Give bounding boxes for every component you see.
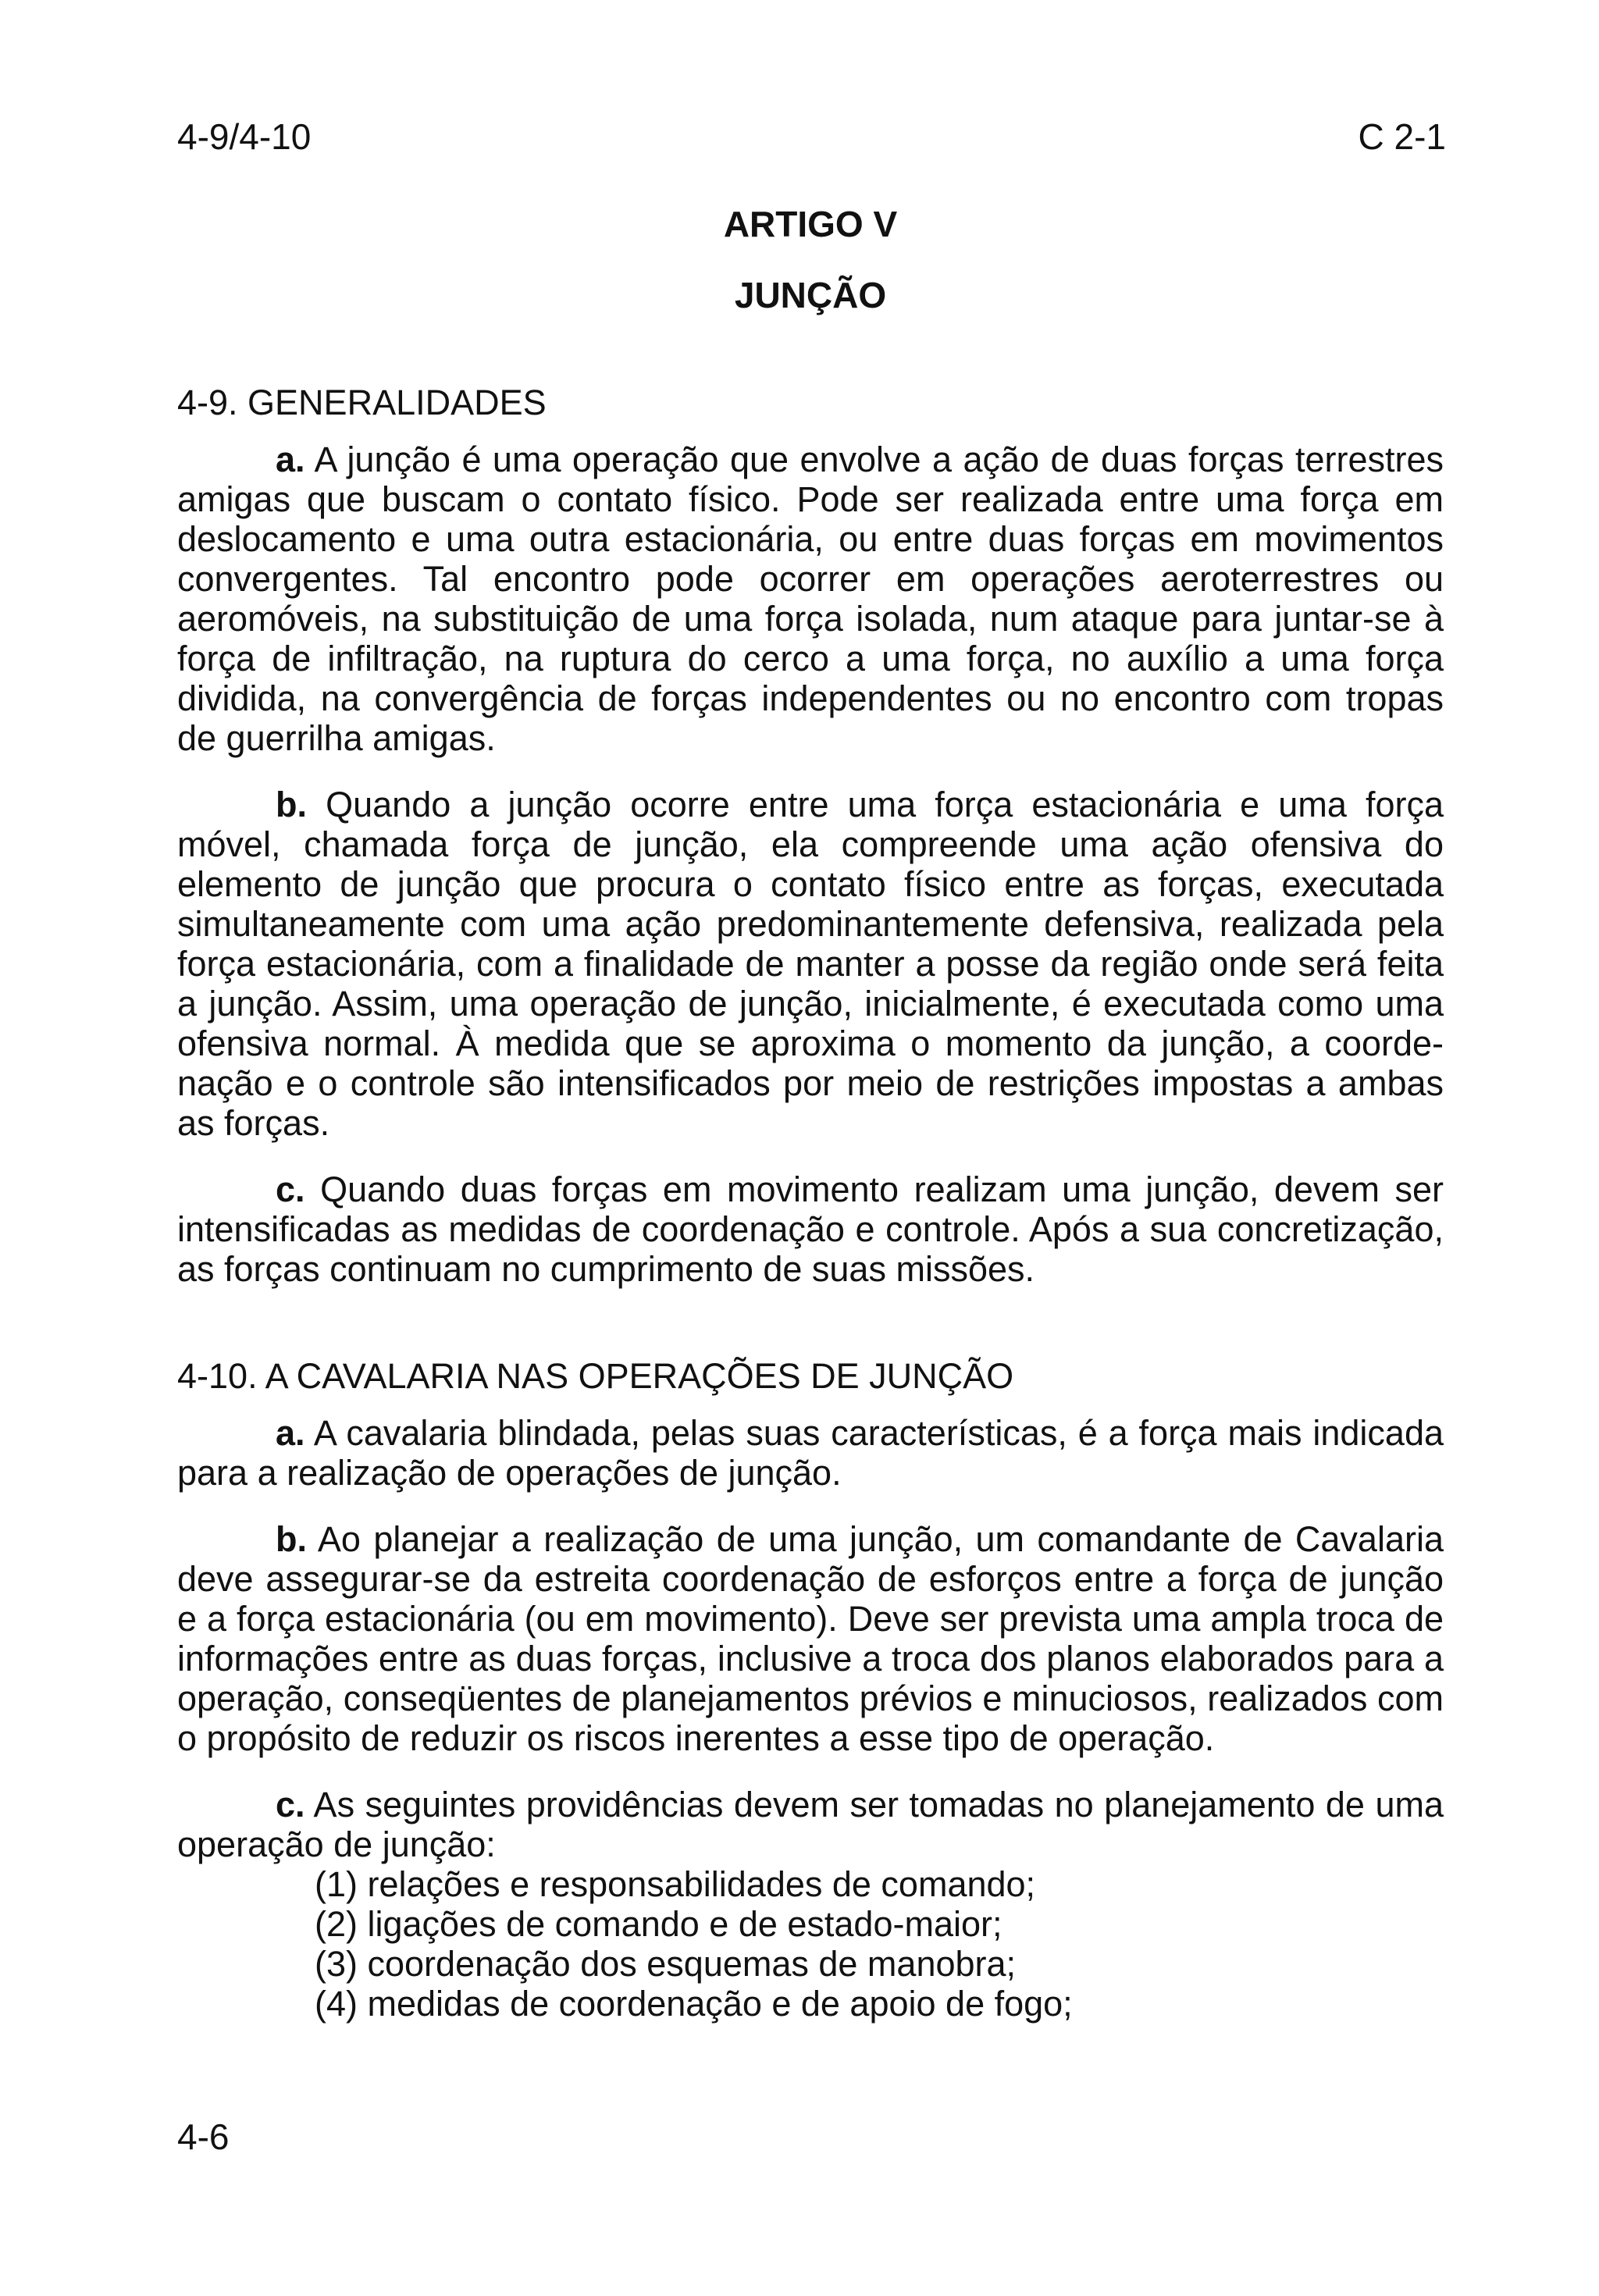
section-heading-4-9: 4-9. GENERALIDADES — [177, 383, 547, 422]
page-number: 4-6 — [177, 2116, 230, 2157]
provisions-list — [177, 1864, 1444, 2024]
running-header — [177, 116, 1446, 162]
paragraph-4-9-b — [177, 785, 1444, 1143]
header-section-range: 4-9/4-10 — [177, 116, 312, 157]
paragraph-letter: b. — [276, 785, 307, 824]
paragraph-letter: c. — [276, 1169, 305, 1209]
paragraph-text: A junção é uma operação que envolve a ação de duas forças terrestres amigas que buscam o contato físico. Pode ser realizada entre uma força em deslocamento e uma outra estacionária, ou entre duas forças em movimentos convergentes. Tal encontro pode ocorrer em operações aeroterrestres ou aeromóveis, na substituição de uma força isolada, num ataque para juntar-se à força de infiltração, na ruptura do cerco a uma força, no auxílio a uma força dividida, na convergência de forças independentes ou no encontro com tropas de guerrilha amigas. — [177, 440, 1444, 758]
list-item: (4) medidas de coordenação e de apoio de fogo; — [315, 1984, 1073, 2024]
paragraph-text: Ao planejar a realização de uma junção, um comandante de Cavalaria deve assegurar-se da estreita coordenação de esforços entre a força de junção e a força estacionária (ou em movimento). Deve ser prevista uma ampla troca de informações entre as duas forças, inclusive a troca dos planos elaborados para a operação, conseqüentes de planejamentos prévios e minuciosos, realizados com o propósito de reduzir os riscos inerentes a esse tipo de operação. — [177, 1519, 1444, 1758]
list-item: (3) coordenação dos esquemas de manobra; — [315, 1944, 1017, 1984]
paragraph-4-10-c — [177, 1785, 1444, 1864]
paragraph-4-10-b — [177, 1519, 1444, 1758]
paragraph-letter: a. — [276, 440, 305, 479]
paragraph-text: Quando a junção ocorre entre uma força estacionária e uma força móvel, chamada força de junção, ela compreende uma ação ofensiva do elemento de junção que procura o contato físico entre as forças, executada simultaneamente com uma ação predominantemente defensiva, realizada pela força estacionária, com a finalidade de manter a posse da região onde será feita a junção. Assim, uma operação de junção, inicialmente, é executada como uma ofensiva normal. À medida que se aproxima o momento da junção, a coorde-nação e o controle são intensificados por meio de restrições impostas a ambas as forças. — [177, 785, 1444, 1143]
list-item: (2) ligações de comando e de estado-maior; — [315, 1904, 1002, 1944]
page-content — [177, 205, 1444, 2024]
section-heading-4-10: 4-10. A CAVALARIA NAS OPERAÇÕES DE JUNÇÃO — [177, 1356, 1014, 1396]
paragraph-text: As seguintes providências devem ser tomadas no planejamento de uma operação de junção: — [177, 1785, 1444, 1864]
paragraph-text: Quando duas forças em movimento realizam uma junção, devem ser intensificadas as medidas de coordenação e controle. Após a sua concretização, as forças continuam no cumprimento de suas missões. — [177, 1169, 1444, 1289]
paragraph-letter: a. — [276, 1413, 305, 1453]
list-item: (1) relações e responsabilidades de comando; — [315, 1864, 1036, 1904]
paragraph-4-10-a — [177, 1413, 1444, 1493]
article-title: ARTIGO V — [723, 204, 898, 244]
paragraph-4-9-c — [177, 1169, 1444, 1289]
paragraph-4-9-a — [177, 440, 1444, 758]
paragraph-letter: b. — [276, 1519, 307, 1559]
article-subtitle: JUNÇÃO — [734, 275, 887, 315]
paragraph-text: A cavalaria blindada, pelas suas características, é a força mais indicada para a realização de operações de junção. — [177, 1413, 1444, 1493]
header-manual-code: C 2-1 — [1358, 116, 1446, 157]
paragraph-letter: c. — [276, 1785, 305, 1824]
